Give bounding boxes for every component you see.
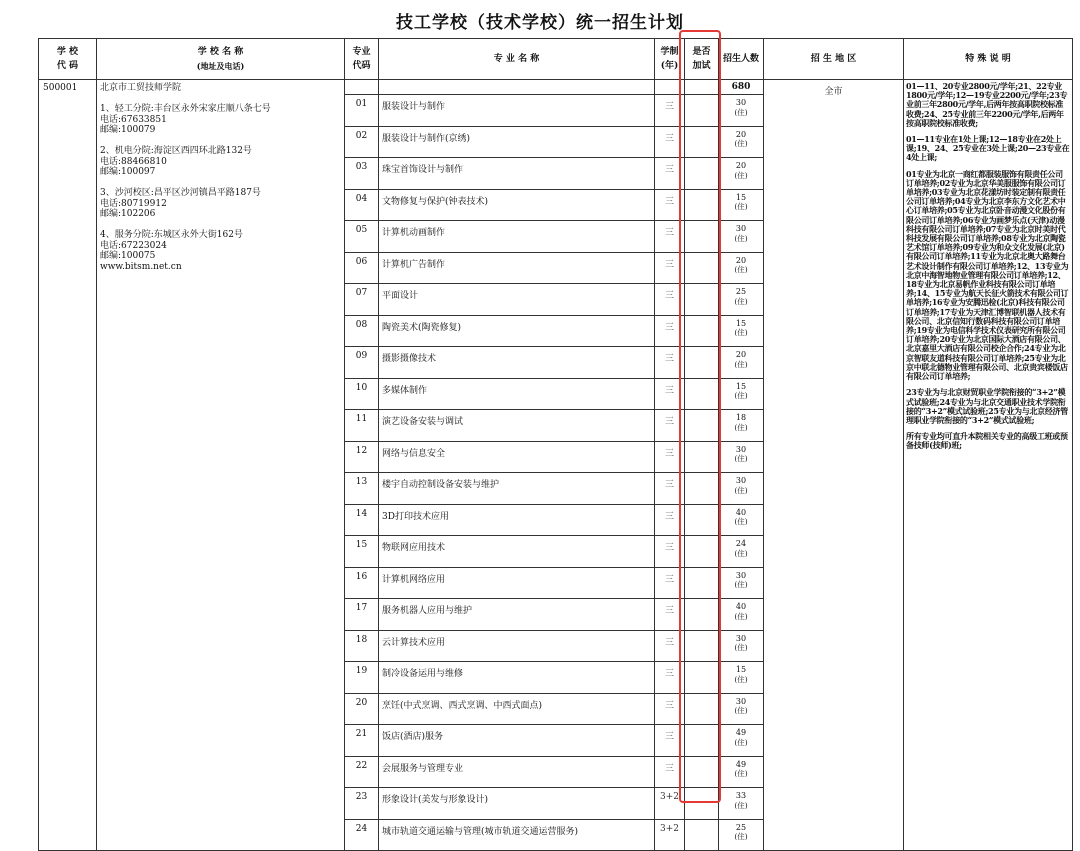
major-duration: 三 [655, 630, 685, 662]
note-promotion: 所有专业均可直升本院相关专业的高级工班或预备技师(技师)班; [906, 431, 1068, 451]
major-name: 文物修复与保护(钟表技术) [379, 189, 655, 221]
header-enrollment: 招生人数 [719, 39, 764, 80]
major-count: 30 (住) [719, 221, 764, 253]
major-name: 演艺设备安装与调试 [379, 410, 655, 442]
major-code: 17 [345, 599, 379, 631]
major-name: 服装设计与制作(京绣) [379, 126, 655, 158]
major-extra-test [685, 221, 719, 253]
major-extra-test [685, 378, 719, 410]
major-extra-test [685, 441, 719, 473]
major-extra-test [685, 788, 719, 820]
major-code: 19 [345, 662, 379, 694]
major-extra-test [685, 189, 719, 221]
major-duration: 三 [655, 126, 685, 158]
major-name: 服装设计与制作 [379, 95, 655, 127]
major-code: 23 [345, 788, 379, 820]
major-duration: 三 [655, 378, 685, 410]
major-code: 10 [345, 378, 379, 410]
major-code: 24 [345, 819, 379, 851]
major-extra-test [685, 158, 719, 190]
major-extra-test [685, 693, 719, 725]
major-extra-test [685, 630, 719, 662]
major-extra-test [685, 126, 719, 158]
major-count: 30 (住) [719, 567, 764, 599]
major-extra-test [685, 536, 719, 568]
major-name: 珠宝首饰设计与制作 [379, 158, 655, 190]
major-name: 3D打印技术应用 [379, 504, 655, 536]
major-count: 20 (住) [719, 347, 764, 379]
enrollment-region: 全市 [764, 80, 904, 851]
major-duration: 三 [655, 158, 685, 190]
major-count: 20 (住) [719, 158, 764, 190]
major-code: 12 [345, 441, 379, 473]
major-name: 形象设计(美发与形象设计) [379, 788, 655, 820]
major-duration: 3+2 [655, 788, 685, 820]
major-duration: 三 [655, 536, 685, 568]
header-duration: 学制 (年) [655, 39, 685, 80]
major-duration: 三 [655, 252, 685, 284]
major-code: 03 [345, 158, 379, 190]
total-enrollment: 680 [719, 80, 764, 95]
major-code: 09 [345, 347, 379, 379]
major-code: 04 [345, 189, 379, 221]
major-extra-test [685, 725, 719, 757]
header-school-name: 学 校 名 称 (地址及电话) [97, 39, 345, 80]
major-duration: 三 [655, 504, 685, 536]
major-name: 服务机器人应用与维护 [379, 599, 655, 631]
major-duration: 三 [655, 221, 685, 253]
major-code: 14 [345, 504, 379, 536]
major-extra-test [685, 410, 719, 442]
header-row [39, 39, 1073, 80]
major-duration: 三 [655, 662, 685, 694]
major-extra-test [685, 504, 719, 536]
major-extra-test [685, 599, 719, 631]
major-duration: 三 [655, 410, 685, 442]
major-name: 楼宇自动控制设备安装与维护 [379, 473, 655, 505]
major-count: 25 (住) [719, 284, 764, 316]
major-duration: 三 [655, 95, 685, 127]
major-duration: 三 [655, 441, 685, 473]
major-name: 陶瓷美术(陶瓷修复) [379, 315, 655, 347]
major-duration: 三 [655, 284, 685, 316]
major-name: 制冷设备运用与维修 [379, 662, 655, 694]
major-count: 40 (住) [719, 599, 764, 631]
major-count: 49 (住) [719, 725, 764, 757]
major-name: 烹饪(中式烹调、西式烹调、中西式面点) [379, 693, 655, 725]
major-count: 18 (住) [719, 410, 764, 442]
major-code: 16 [345, 567, 379, 599]
major-duration: 三 [655, 599, 685, 631]
major-extra-test [685, 315, 719, 347]
note-tuition: 01—11、20专业2800元/学年;21、22专业1800元/学年;12—19专业2200元/学年;23专业前三年2800元/学年,后两年按高职院校标准收费;24、25专业前三年2200元/学年,后两年按高职院校标准收费; [906, 81, 1068, 128]
major-name: 摄影摄像技术 [379, 347, 655, 379]
major-extra-test [685, 95, 719, 127]
header-notes: 特 殊 说 明 [904, 39, 1073, 80]
header-school-code: 学 校 代 码 [39, 39, 97, 80]
major-count: 24 (住) [719, 536, 764, 568]
page-title: 技工学校（技术学校）统一招生计划 [396, 13, 684, 33]
note-order-training: 01专业为北京一商红都服装服饰有限责任公司订单培养;02专业为北京华美服服饰有限公司订单培养;03专业为北京花漾坊时装定制有限责任公司订单培养;04专业为北京李东方文化艺术中心订单培养;05专业为北京卧音动漫文化股份有限公司订单培养;06专业为画梦乐点(天津)动漫科技有限公司订单培养;07专业为北京时美时代科技发展有限公司订单培养;08专业为北京陶瓷艺术馆订单培养;09专业为和众文化发展(北京)有限公司订单培养;11专业为北京北奥大路舞台艺术设计制作有限公司订单培养;12、13专业为北京中海智地物业管理有限公司订单培养;12、18专业为北京易帆作业科技有限公司订单培养;14、15专业为航天长征火箭技术有限公司订单培养;16专业为安腾迅检(北京)科技有限公司订单培养;17专业为天津汇博智联机器人技术有限公司、北京信知行数码科技有限公司订单培养;19专业为电信科学技术仪表研究所有限公司订单培养;20专业为北京国际大酒店有限公司、北京嘉里大酒店有限公司校企合作;24专业为北京智联友道科技有限公司订单培养;25专业为北京中联北德物业管理有限公司、北京贵宾楼饭店有限公司订单培养; [906, 168, 1069, 382]
major-extra-test [685, 567, 719, 599]
major-extra-test [685, 756, 719, 788]
header-major-name: 专 业 名 称 [379, 39, 655, 80]
major-duration: 3+2 [655, 819, 685, 851]
major-name: 网络与信息安全 [379, 441, 655, 473]
major-code: 20 [345, 693, 379, 725]
school-info: 北京市工贸技师学院 1、轻工分院:丰台区永外宋家庄顺八条七号 电话:67633851 邮编:100079 2、机电分院:海淀区西四环北路132号 电话:88466810 邮编:100097 3、沙河校区:昌平区沙河镇昌平路187号 电话:80719912 邮编:102206 4、服务分院:东城区永外大街162号 电话:67223024 邮编:100075 www.bitsm.net.cn [97, 80, 345, 851]
major-extra-test [685, 473, 719, 505]
major-code: 13 [345, 473, 379, 505]
major-extra-test [685, 284, 719, 316]
major-count: 30 (住) [719, 693, 764, 725]
major-name: 饭店(酒店)服务 [379, 725, 655, 757]
special-notes [904, 80, 1073, 851]
major-extra-test [685, 252, 719, 284]
major-code: 02 [345, 126, 379, 158]
major-count: 15 (住) [719, 189, 764, 221]
major-duration: 三 [655, 473, 685, 505]
major-code: 18 [345, 630, 379, 662]
major-count: 30 (住) [719, 630, 764, 662]
major-duration: 三 [655, 693, 685, 725]
header-region: 招 生 地 区 [764, 39, 904, 80]
major-name: 计算机广告制作 [379, 252, 655, 284]
major-name: 平面设计 [379, 284, 655, 316]
major-count: 25 (住) [719, 819, 764, 851]
major-count: 40 (住) [719, 504, 764, 536]
major-count: 30 (住) [719, 473, 764, 505]
major-duration: 三 [655, 756, 685, 788]
major-code: 05 [345, 221, 379, 253]
school-total-row [39, 80, 1073, 95]
major-extra-test [685, 347, 719, 379]
major-name: 计算机动画制作 [379, 221, 655, 253]
major-name: 多媒体制作 [379, 378, 655, 410]
major-code: 11 [345, 410, 379, 442]
enrollment-plan-table [38, 38, 1073, 851]
major-name: 物联网应用技术 [379, 536, 655, 568]
major-code: 15 [345, 536, 379, 568]
major-duration: 三 [655, 189, 685, 221]
major-extra-test [685, 662, 719, 694]
major-count: 30 (住) [719, 441, 764, 473]
major-duration: 三 [655, 567, 685, 599]
major-code: 22 [345, 756, 379, 788]
major-code: 06 [345, 252, 379, 284]
major-count: 49 (住) [719, 756, 764, 788]
major-count: 33 (住) [719, 788, 764, 820]
major-duration: 三 [655, 315, 685, 347]
major-duration: 三 [655, 347, 685, 379]
major-duration: 三 [655, 725, 685, 757]
header-major-code: 专业 代码 [345, 39, 379, 80]
header-extra-test: 是否 加试 [685, 39, 719, 80]
school-code: 500001 [39, 80, 97, 851]
major-count: 20 (住) [719, 252, 764, 284]
note-campus: 01—11专业在1处上课;12—18专业在2处上课;19、24、25专业在3处上课;20—23专业在4处上课; [906, 134, 1070, 163]
major-code: 08 [345, 315, 379, 347]
major-name: 云计算技术应用 [379, 630, 655, 662]
major-count: 15 (住) [719, 378, 764, 410]
major-name: 城市轨道交通运输与管理(城市轨道交通运营服务) [379, 819, 655, 851]
major-count: 30 (住) [719, 95, 764, 127]
major-code: 07 [345, 284, 379, 316]
major-count: 15 (住) [719, 315, 764, 347]
note-3plus2: 23专业为与北京财贸职业学院衔接的“3+2”模式试验班;24专业为与北京交通职业技术学院衔接的“3+2”模式试验班;25专业为与北京经济管理职业学院衔接的“3+2”模式试验班; [906, 387, 1068, 425]
major-extra-test [685, 819, 719, 851]
major-name: 会展服务与管理专业 [379, 756, 655, 788]
major-code: 01 [345, 95, 379, 127]
major-name: 计算机网络应用 [379, 567, 655, 599]
major-count: 15 (住) [719, 662, 764, 694]
major-code: 21 [345, 725, 379, 757]
major-count: 20 (住) [719, 126, 764, 158]
